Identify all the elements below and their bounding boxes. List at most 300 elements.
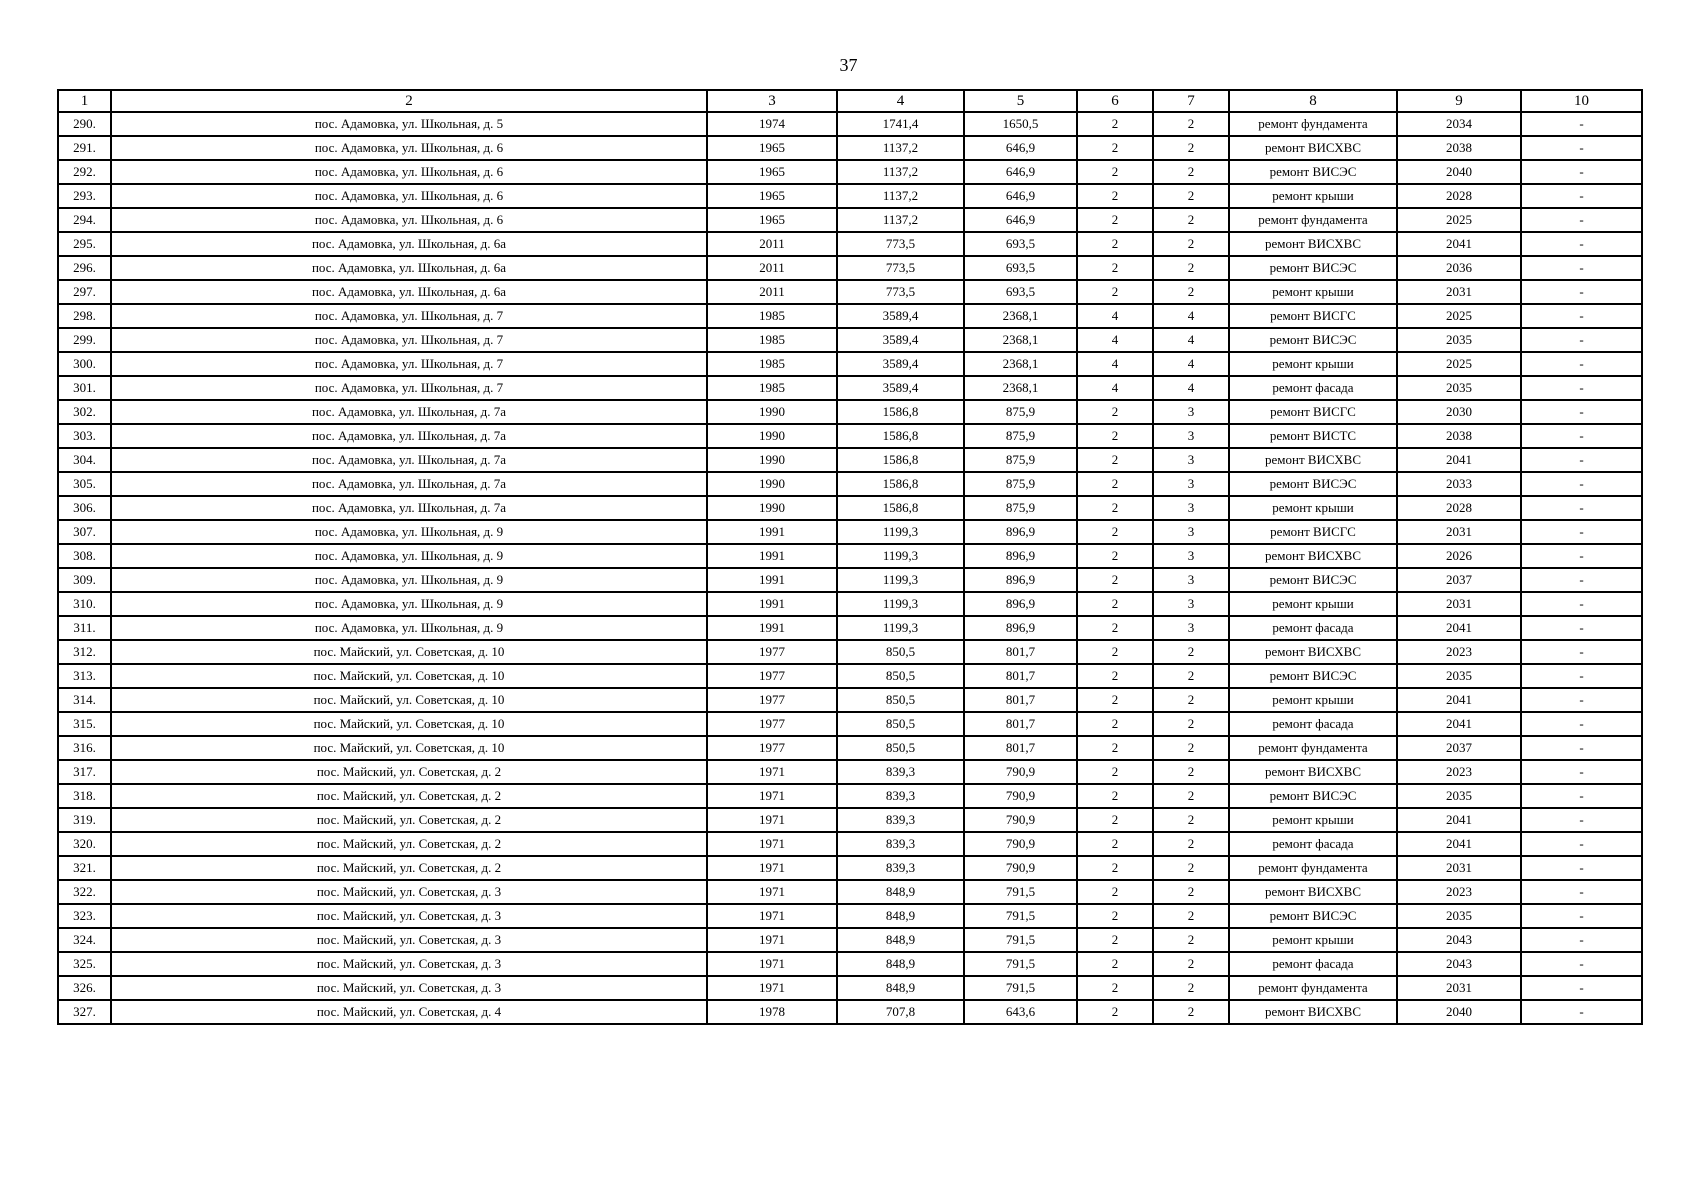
total-area-cell: 1586,8 [837, 472, 964, 496]
planned-year-cell: 2031 [1397, 856, 1521, 880]
table-body [58, 112, 1642, 1024]
entrances-cell: 3 [1153, 448, 1229, 472]
entrances-cell: 2 [1153, 712, 1229, 736]
address-cell: пос. Майский, ул. Советская, д. 10 [111, 688, 707, 712]
entrances-cell: 4 [1153, 328, 1229, 352]
planned-year-cell: 2034 [1397, 112, 1521, 136]
note-cell: - [1521, 544, 1642, 568]
work-type-cell: ремонт ВИСЭС [1229, 904, 1397, 928]
row-number-cell: 319. [58, 808, 111, 832]
living-area-cell: 801,7 [964, 712, 1077, 736]
entrances-cell: 2 [1153, 640, 1229, 664]
row-number-cell: 320. [58, 832, 111, 856]
year-cell: 1991 [707, 616, 837, 640]
entrances-cell: 2 [1153, 280, 1229, 304]
total-area-cell: 1199,3 [837, 544, 964, 568]
table-row [58, 376, 1642, 400]
work-type-cell: ремонт крыши [1229, 688, 1397, 712]
total-area-cell: 850,5 [837, 664, 964, 688]
note-cell: - [1521, 976, 1642, 1000]
floors-cell: 2 [1077, 688, 1153, 712]
year-cell: 1971 [707, 880, 837, 904]
work-type-cell: ремонт ВИСЭС [1229, 784, 1397, 808]
address-cell: пос. Адамовка, ул. Школьная, д. 6а [111, 256, 707, 280]
entrances-cell: 4 [1153, 352, 1229, 376]
year-cell: 1977 [707, 688, 837, 712]
total-area-cell: 1586,8 [837, 400, 964, 424]
address-cell: пос. Майский, ул. Советская, д. 10 [111, 664, 707, 688]
living-area-cell: 875,9 [964, 448, 1077, 472]
note-cell: - [1521, 640, 1642, 664]
table-row [58, 328, 1642, 352]
living-area-cell: 801,7 [964, 664, 1077, 688]
year-cell: 1965 [707, 160, 837, 184]
planned-year-cell: 2030 [1397, 400, 1521, 424]
table-row [58, 184, 1642, 208]
address-cell: пос. Майский, ул. Советская, д. 2 [111, 760, 707, 784]
floors-cell: 2 [1077, 880, 1153, 904]
total-area-cell: 839,3 [837, 760, 964, 784]
planned-year-cell: 2025 [1397, 304, 1521, 328]
entrances-cell: 2 [1153, 880, 1229, 904]
address-cell: пос. Адамовка, ул. Школьная, д. 7а [111, 496, 707, 520]
work-type-cell: ремонт ВИСХВС [1229, 1000, 1397, 1024]
address-cell: пос. Адамовка, ул. Школьная, д. 9 [111, 544, 707, 568]
work-type-cell: ремонт крыши [1229, 280, 1397, 304]
total-area-cell: 1137,2 [837, 160, 964, 184]
note-cell: - [1521, 736, 1642, 760]
planned-year-cell: 2040 [1397, 1000, 1521, 1024]
planned-year-cell: 2035 [1397, 328, 1521, 352]
living-area-cell: 2368,1 [964, 352, 1077, 376]
planned-year-cell: 2041 [1397, 616, 1521, 640]
entrances-cell: 2 [1153, 784, 1229, 808]
column-header: 7 [1153, 90, 1229, 112]
floors-cell: 2 [1077, 592, 1153, 616]
work-type-cell: ремонт фасада [1229, 832, 1397, 856]
row-number-cell: 299. [58, 328, 111, 352]
year-cell: 1971 [707, 832, 837, 856]
year-cell: 1990 [707, 400, 837, 424]
column-header: 3 [707, 90, 837, 112]
year-cell: 2011 [707, 256, 837, 280]
living-area-cell: 791,5 [964, 880, 1077, 904]
row-number-cell: 317. [58, 760, 111, 784]
table-row [58, 400, 1642, 424]
entrances-cell: 2 [1153, 928, 1229, 952]
floors-cell: 2 [1077, 664, 1153, 688]
entrances-cell: 2 [1153, 664, 1229, 688]
total-area-cell: 773,5 [837, 256, 964, 280]
floors-cell: 2 [1077, 424, 1153, 448]
total-area-cell: 839,3 [837, 784, 964, 808]
total-area-cell: 707,8 [837, 1000, 964, 1024]
planned-year-cell: 2023 [1397, 640, 1521, 664]
table-row [58, 784, 1642, 808]
table-row [58, 856, 1642, 880]
planned-year-cell: 2043 [1397, 928, 1521, 952]
entrances-cell: 2 [1153, 184, 1229, 208]
work-type-cell: ремонт ВИСТС [1229, 424, 1397, 448]
living-area-cell: 643,6 [964, 1000, 1077, 1024]
year-cell: 2011 [707, 232, 837, 256]
year-cell: 1971 [707, 952, 837, 976]
note-cell: - [1521, 568, 1642, 592]
row-number-cell: 324. [58, 928, 111, 952]
row-number-cell: 295. [58, 232, 111, 256]
table-row [58, 256, 1642, 280]
entrances-cell: 3 [1153, 616, 1229, 640]
floors-cell: 4 [1077, 304, 1153, 328]
entrances-cell: 2 [1153, 808, 1229, 832]
table-row [58, 880, 1642, 904]
year-cell: 1990 [707, 424, 837, 448]
year-cell: 1985 [707, 352, 837, 376]
address-cell: пос. Адамовка, ул. Школьная, д. 6 [111, 160, 707, 184]
table-row [58, 568, 1642, 592]
floors-cell: 2 [1077, 736, 1153, 760]
planned-year-cell: 2031 [1397, 520, 1521, 544]
row-number-cell: 298. [58, 304, 111, 328]
row-number-cell: 326. [58, 976, 111, 1000]
entrances-cell: 2 [1153, 208, 1229, 232]
living-area-cell: 875,9 [964, 472, 1077, 496]
planned-year-cell: 2033 [1397, 472, 1521, 496]
entrances-cell: 2 [1153, 112, 1229, 136]
year-cell: 1991 [707, 592, 837, 616]
total-area-cell: 839,3 [837, 856, 964, 880]
entrances-cell: 2 [1153, 856, 1229, 880]
table-row [58, 904, 1642, 928]
work-type-cell: ремонт крыши [1229, 592, 1397, 616]
address-cell: пос. Адамовка, ул. Школьная, д. 9 [111, 592, 707, 616]
work-type-cell: ремонт ВИСГС [1229, 400, 1397, 424]
living-area-cell: 646,9 [964, 160, 1077, 184]
address-cell: пос. Майский, ул. Советская, д. 3 [111, 880, 707, 904]
table-row [58, 544, 1642, 568]
address-cell: пос. Адамовка, ул. Школьная, д. 7а [111, 448, 707, 472]
note-cell: - [1521, 520, 1642, 544]
entrances-cell: 3 [1153, 424, 1229, 448]
year-cell: 1990 [707, 472, 837, 496]
planned-year-cell: 2037 [1397, 736, 1521, 760]
address-cell: пос. Адамовка, ул. Школьная, д. 6 [111, 184, 707, 208]
living-area-cell: 801,7 [964, 688, 1077, 712]
note-cell: - [1521, 856, 1642, 880]
living-area-cell: 791,5 [964, 928, 1077, 952]
row-number-cell: 327. [58, 1000, 111, 1024]
entrances-cell: 3 [1153, 592, 1229, 616]
work-type-cell: ремонт ВИСХВС [1229, 544, 1397, 568]
planned-year-cell: 2038 [1397, 424, 1521, 448]
work-type-cell: ремонт ВИСГС [1229, 304, 1397, 328]
floors-cell: 2 [1077, 112, 1153, 136]
address-cell: пос. Адамовка, ул. Школьная, д. 7 [111, 328, 707, 352]
entrances-cell: 4 [1153, 376, 1229, 400]
work-type-cell: ремонт ВИСЭС [1229, 472, 1397, 496]
work-type-cell: ремонт ВИСЭС [1229, 160, 1397, 184]
entrances-cell: 2 [1153, 832, 1229, 856]
entrances-cell: 2 [1153, 232, 1229, 256]
row-number-cell: 321. [58, 856, 111, 880]
living-area-cell: 791,5 [964, 904, 1077, 928]
year-cell: 1991 [707, 544, 837, 568]
floors-cell: 2 [1077, 184, 1153, 208]
row-number-cell: 318. [58, 784, 111, 808]
row-number-cell: 296. [58, 256, 111, 280]
table-row [58, 280, 1642, 304]
living-area-cell: 790,9 [964, 760, 1077, 784]
table-row [58, 976, 1642, 1000]
living-area-cell: 896,9 [964, 592, 1077, 616]
work-type-cell: ремонт крыши [1229, 352, 1397, 376]
note-cell: - [1521, 496, 1642, 520]
row-number-cell: 302. [58, 400, 111, 424]
note-cell: - [1521, 712, 1642, 736]
address-cell: пос. Адамовка, ул. Школьная, д. 6 [111, 208, 707, 232]
entrances-cell: 2 [1153, 760, 1229, 784]
note-cell: - [1521, 160, 1642, 184]
address-cell: пос. Майский, ул. Советская, д. 10 [111, 640, 707, 664]
floors-cell: 2 [1077, 136, 1153, 160]
living-area-cell: 646,9 [964, 136, 1077, 160]
work-type-cell: ремонт фасада [1229, 616, 1397, 640]
total-area-cell: 848,9 [837, 928, 964, 952]
row-number-cell: 323. [58, 904, 111, 928]
year-cell: 1985 [707, 376, 837, 400]
year-cell: 1977 [707, 664, 837, 688]
note-cell: - [1521, 376, 1642, 400]
total-area-cell: 3589,4 [837, 352, 964, 376]
entrances-cell: 3 [1153, 400, 1229, 424]
floors-cell: 2 [1077, 208, 1153, 232]
column-header: 8 [1229, 90, 1397, 112]
total-area-cell: 773,5 [837, 280, 964, 304]
year-cell: 1991 [707, 568, 837, 592]
column-header: 5 [964, 90, 1077, 112]
work-type-cell: ремонт крыши [1229, 496, 1397, 520]
living-area-cell: 693,5 [964, 280, 1077, 304]
table-row [58, 760, 1642, 784]
table-row [58, 664, 1642, 688]
row-number-cell: 291. [58, 136, 111, 160]
table-row [58, 160, 1642, 184]
address-cell: пос. Майский, ул. Советская, д. 2 [111, 856, 707, 880]
floors-cell: 2 [1077, 784, 1153, 808]
planned-year-cell: 2038 [1397, 136, 1521, 160]
total-area-cell: 839,3 [837, 808, 964, 832]
table-row [58, 952, 1642, 976]
floors-cell: 2 [1077, 448, 1153, 472]
planned-year-cell: 2023 [1397, 880, 1521, 904]
address-cell: пос. Майский, ул. Советская, д. 2 [111, 808, 707, 832]
work-type-cell: ремонт крыши [1229, 928, 1397, 952]
address-cell: пос. Майский, ул. Советская, д. 3 [111, 928, 707, 952]
planned-year-cell: 2041 [1397, 832, 1521, 856]
living-area-cell: 790,9 [964, 856, 1077, 880]
year-cell: 1985 [707, 328, 837, 352]
planned-year-cell: 2031 [1397, 280, 1521, 304]
floors-cell: 4 [1077, 376, 1153, 400]
work-type-cell: ремонт ВИСХВС [1229, 136, 1397, 160]
entrances-cell: 2 [1153, 976, 1229, 1000]
work-type-cell: ремонт ВИСЭС [1229, 256, 1397, 280]
floors-cell: 2 [1077, 1000, 1153, 1024]
living-area-cell: 790,9 [964, 784, 1077, 808]
table-row [58, 520, 1642, 544]
total-area-cell: 1137,2 [837, 184, 964, 208]
table-row [58, 1000, 1642, 1024]
total-area-cell: 1199,3 [837, 592, 964, 616]
address-cell: пос. Адамовка, ул. Школьная, д. 7 [111, 304, 707, 328]
floors-cell: 2 [1077, 520, 1153, 544]
register-table [57, 89, 1643, 1025]
living-area-cell: 646,9 [964, 208, 1077, 232]
year-cell: 1991 [707, 520, 837, 544]
living-area-cell: 2368,1 [964, 304, 1077, 328]
note-cell: - [1521, 136, 1642, 160]
total-area-cell: 1586,8 [837, 448, 964, 472]
row-number-cell: 307. [58, 520, 111, 544]
address-cell: пос. Адамовка, ул. Школьная, д. 9 [111, 520, 707, 544]
living-area-cell: 2368,1 [964, 328, 1077, 352]
table-row [58, 208, 1642, 232]
note-cell: - [1521, 352, 1642, 376]
entrances-cell: 3 [1153, 520, 1229, 544]
address-cell: пос. Адамовка, ул. Школьная, д. 6 [111, 136, 707, 160]
living-area-cell: 896,9 [964, 544, 1077, 568]
total-area-cell: 3589,4 [837, 376, 964, 400]
row-number-cell: 314. [58, 688, 111, 712]
planned-year-cell: 2041 [1397, 448, 1521, 472]
total-area-cell: 1199,3 [837, 616, 964, 640]
total-area-cell: 850,5 [837, 712, 964, 736]
planned-year-cell: 2028 [1397, 496, 1521, 520]
note-cell: - [1521, 688, 1642, 712]
year-cell: 1971 [707, 928, 837, 952]
planned-year-cell: 2025 [1397, 352, 1521, 376]
floors-cell: 2 [1077, 568, 1153, 592]
address-cell: пос. Майский, ул. Советская, д. 2 [111, 832, 707, 856]
column-header: 6 [1077, 90, 1153, 112]
table-row [58, 304, 1642, 328]
header-row [58, 90, 1642, 112]
total-area-cell: 848,9 [837, 880, 964, 904]
table-row [58, 112, 1642, 136]
table-row [58, 616, 1642, 640]
work-type-cell: ремонт фундамента [1229, 976, 1397, 1000]
row-number-cell: 310. [58, 592, 111, 616]
living-area-cell: 801,7 [964, 640, 1077, 664]
row-number-cell: 305. [58, 472, 111, 496]
address-cell: пос. Майский, ул. Советская, д. 10 [111, 712, 707, 736]
floors-cell: 2 [1077, 400, 1153, 424]
total-area-cell: 1199,3 [837, 568, 964, 592]
work-type-cell: ремонт фундамента [1229, 736, 1397, 760]
total-area-cell: 1741,4 [837, 112, 964, 136]
planned-year-cell: 2026 [1397, 544, 1521, 568]
row-number-cell: 309. [58, 568, 111, 592]
page-number: 37 [839, 55, 858, 75]
column-header: 4 [837, 90, 964, 112]
table-row [58, 688, 1642, 712]
total-area-cell: 3589,4 [837, 304, 964, 328]
living-area-cell: 2368,1 [964, 376, 1077, 400]
work-type-cell: ремонт фундамента [1229, 856, 1397, 880]
note-cell: - [1521, 184, 1642, 208]
floors-cell: 2 [1077, 808, 1153, 832]
entrances-cell: 2 [1153, 952, 1229, 976]
address-cell: пос. Адамовка, ул. Школьная, д. 7 [111, 352, 707, 376]
planned-year-cell: 2031 [1397, 592, 1521, 616]
work-type-cell: ремонт ВИСХВС [1229, 640, 1397, 664]
column-header: 9 [1397, 90, 1521, 112]
planned-year-cell: 2035 [1397, 664, 1521, 688]
address-cell: пос. Майский, ул. Советская, д. 3 [111, 976, 707, 1000]
living-area-cell: 646,9 [964, 184, 1077, 208]
living-area-cell: 791,5 [964, 976, 1077, 1000]
note-cell: - [1521, 592, 1642, 616]
note-cell: - [1521, 328, 1642, 352]
table-row [58, 640, 1642, 664]
note-cell: - [1521, 760, 1642, 784]
address-cell: пос. Адамовка, ул. Школьная, д. 5 [111, 112, 707, 136]
floors-cell: 2 [1077, 904, 1153, 928]
entrances-cell: 2 [1153, 1000, 1229, 1024]
year-cell: 2011 [707, 280, 837, 304]
row-number-cell: 313. [58, 664, 111, 688]
entrances-cell: 3 [1153, 472, 1229, 496]
total-area-cell: 1586,8 [837, 424, 964, 448]
floors-cell: 2 [1077, 928, 1153, 952]
address-cell: пос. Адамовка, ул. Школьная, д. 7а [111, 400, 707, 424]
total-area-cell: 3589,4 [837, 328, 964, 352]
floors-cell: 2 [1077, 952, 1153, 976]
floors-cell: 2 [1077, 280, 1153, 304]
note-cell: - [1521, 664, 1642, 688]
row-number-cell: 300. [58, 352, 111, 376]
table-row [58, 592, 1642, 616]
total-area-cell: 848,9 [837, 952, 964, 976]
living-area-cell: 896,9 [964, 616, 1077, 640]
address-cell: пос. Адамовка, ул. Школьная, д. 7 [111, 376, 707, 400]
note-cell: - [1521, 232, 1642, 256]
row-number-cell: 322. [58, 880, 111, 904]
work-type-cell: ремонт ВИСЭС [1229, 328, 1397, 352]
planned-year-cell: 2036 [1397, 256, 1521, 280]
address-cell: пос. Адамовка, ул. Школьная, д. 6а [111, 232, 707, 256]
floors-cell: 2 [1077, 472, 1153, 496]
note-cell: - [1521, 472, 1642, 496]
address-cell: пос. Майский, ул. Советская, д. 2 [111, 784, 707, 808]
work-type-cell: ремонт ВИСХВС [1229, 448, 1397, 472]
planned-year-cell: 2035 [1397, 376, 1521, 400]
address-cell: пос. Майский, ул. Советская, д. 10 [111, 736, 707, 760]
total-area-cell: 1137,2 [837, 208, 964, 232]
work-type-cell: ремонт крыши [1229, 184, 1397, 208]
note-cell: - [1521, 928, 1642, 952]
note-cell: - [1521, 448, 1642, 472]
living-area-cell: 790,9 [964, 832, 1077, 856]
total-area-cell: 1137,2 [837, 136, 964, 160]
work-type-cell: ремонт фундамента [1229, 112, 1397, 136]
floors-cell: 2 [1077, 832, 1153, 856]
work-type-cell: ремонт фасада [1229, 376, 1397, 400]
row-number-cell: 312. [58, 640, 111, 664]
year-cell: 1971 [707, 760, 837, 784]
floors-cell: 2 [1077, 544, 1153, 568]
note-cell: - [1521, 808, 1642, 832]
